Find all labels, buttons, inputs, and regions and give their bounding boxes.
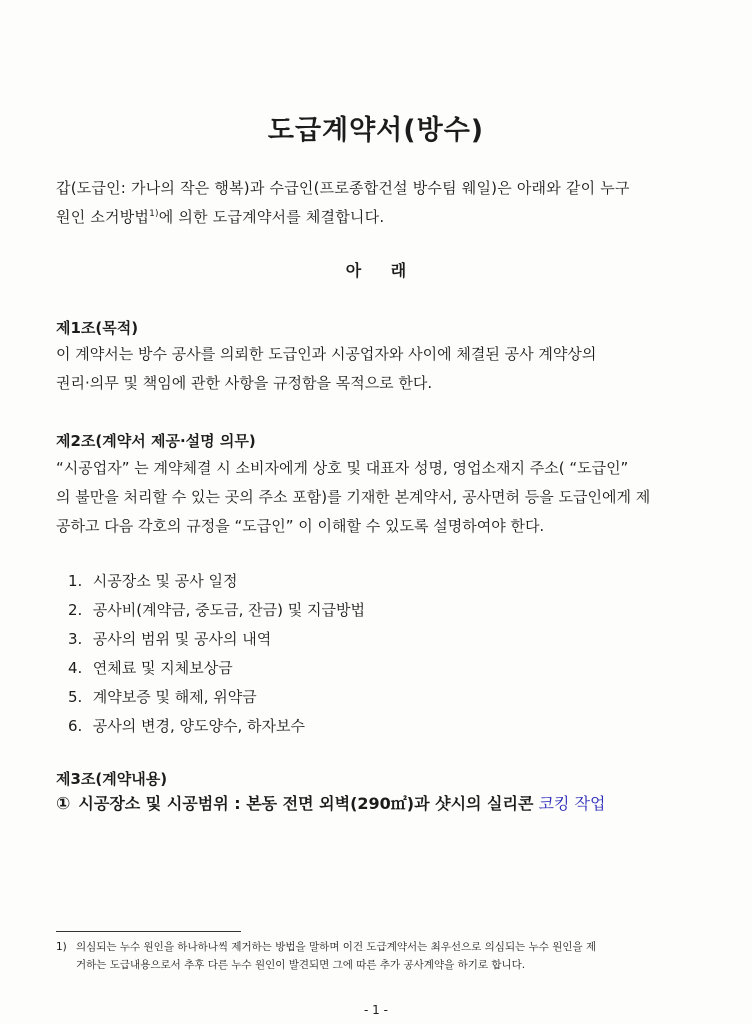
intro-paragraph — [56, 174, 706, 232]
list-item-number: 3. — [68, 630, 83, 648]
intro-line-2-end: 에 의한 도급계약서를 체결합니다. — [158, 208, 385, 226]
article-3-item-1-text: 시공장소 및 시공범위 : 본동 전면 외벽(290㎡)과 샷시의 실리콘 — [78, 794, 534, 813]
footnote — [56, 938, 706, 974]
list-item-number: 2. — [68, 601, 83, 619]
list-item-number: 1. — [68, 572, 83, 590]
article-1-line-2: 권리·의무 및 책임에 관한 사항을 규정함을 목적으로 한다. — [56, 374, 433, 392]
article-2-line-1: “시공업자” 는 계약체결 시 소비자에게 상호 및 대표자 성명, 영업소재지 주소( “도급인” — [56, 459, 629, 477]
intro-line-1: 갑(도급인: 가나의 작은 행복)과 수급인(프로종합건설 방수팀 웨일)은 아래와 같이 누구 — [56, 179, 630, 197]
list-item — [68, 567, 365, 596]
list-item-text: 연체료 및 지체보상금 — [92, 659, 233, 677]
list-item — [68, 596, 365, 625]
section-heading: 아 래 — [345, 261, 407, 280]
document-title: 도급계약서(방수) — [267, 115, 485, 146]
intro-line-2-start: 원인 소거방법 — [56, 208, 150, 226]
article-3-item-1 — [56, 791, 605, 814]
list-item-number: 6. — [68, 717, 83, 735]
footnote-line-1: 의심되는 누수 원인을 하나하나씩 제거하는 방법을 말하며 이건 도급계약서는 최우선으로 의심되는 누수 원인을 제 — [76, 941, 597, 953]
page-number: - 1 - — [364, 1003, 388, 1017]
footnote-divider — [56, 931, 241, 932]
footnote-reference[interactable]: 1) — [149, 209, 159, 219]
article-3-title: 제3조(계약내용) — [56, 770, 168, 788]
list-item-number: 4. — [68, 659, 83, 677]
article-2-list — [68, 567, 365, 741]
article-2-body — [56, 454, 706, 541]
article-1-body — [56, 340, 706, 398]
list-item-text: 공사의 변경, 양도양수, 하자보수 — [92, 717, 305, 735]
footnote-line-2: 거하는 도급내용으로서 추후 다른 누수 원인이 발견되면 그에 따른 추가 공사계약을 하기로 합니다. — [76, 959, 526, 971]
list-item — [68, 683, 365, 712]
footnote-mark: 1) — [56, 941, 67, 953]
list-item-text: 공사의 범위 및 공사의 내역 — [92, 630, 272, 648]
list-item-text: 시공장소 및 공사 일정 — [92, 572, 238, 590]
article-2-line-3: 공하고 다음 각호의 규정을 “도급인” 이 이해할 수 있도록 설명하여야 한다. — [56, 517, 545, 535]
list-item-text: 계약보증 및 해제, 위약금 — [92, 688, 257, 706]
circled-number-marker: ① — [56, 794, 71, 814]
article-1-title: 제1조(목적) — [56, 319, 139, 337]
list-item — [68, 712, 365, 741]
article-1-line-1: 이 계약서는 방수 공사를 의뢰한 도급인과 시공업자와 사이에 체결된 공사 계약상의 — [56, 345, 597, 363]
list-item — [68, 654, 365, 683]
list-item-number: 5. — [68, 688, 83, 706]
list-item — [68, 625, 365, 654]
article-3-item-1-highlight: 코킹 작업 — [533, 794, 606, 813]
article-2-title: 제2조(계약서 제공·설명 의무) — [56, 432, 256, 450]
list-item-text: 공사비(계약금, 중도금, 잔금) 및 지급방법 — [92, 601, 365, 619]
article-2-line-2: 의 불만을 처리할 수 있는 곳의 주소 포함)를 기재한 본계약서, 공사면허 등을 도급인에게 제 — [56, 488, 651, 506]
